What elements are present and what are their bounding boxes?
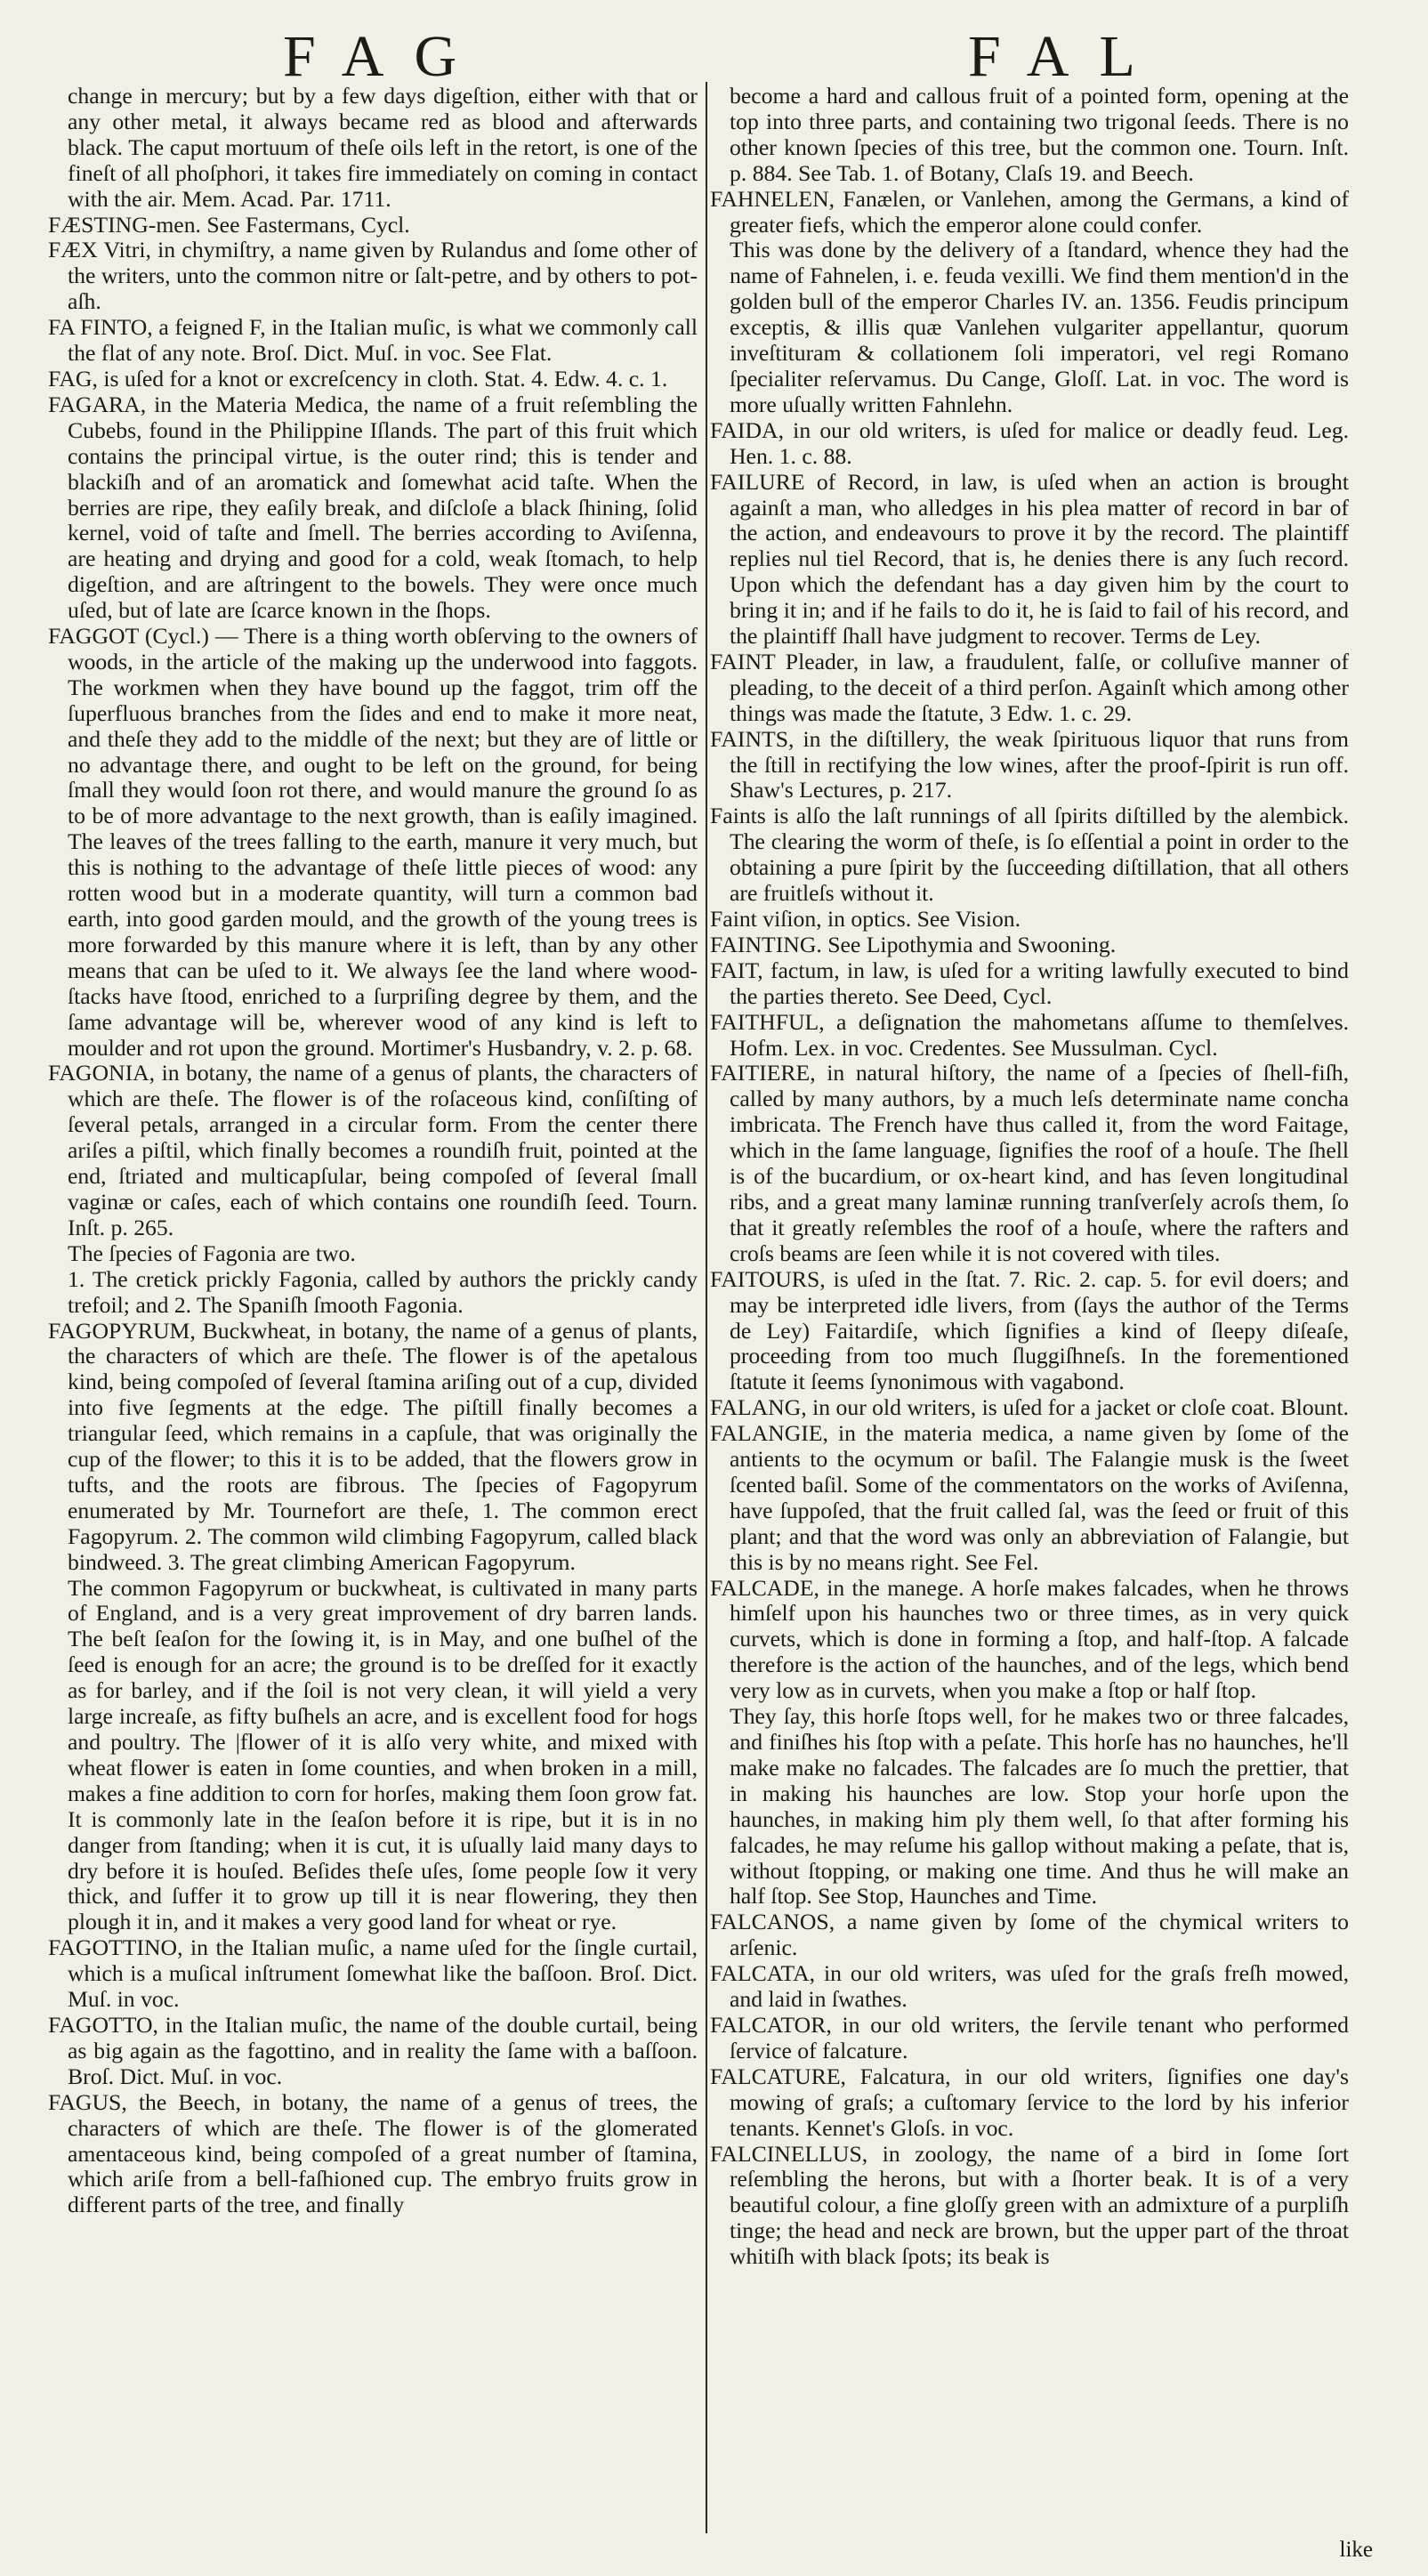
dictionary-entry: FAGARA, in the Materia Medica, the name of a fruit reſembling the Cubebs, found in the Philippine Iſlands. The part of this fruit which contains the principal virtue, is the outer rind; this is tender and blackiſh and of an aromatick and ſomewhat acid taſte. When the berries are ripe, they eaſily break, and diſcloſe a black ſhining, ſolid kernel, void of taſte and ſmell. The berries according to Aviſenna, are heating and drying and good for a cold, weak ſtomach, to help digeſtion, and are aſtringent to the bowels. They were once much uſed, but of late are ſcarce known in the ſhops. <box>48 391 698 624</box>
dictionary-entry: FALCATA, in our old writers, was uſed for the graſs freſh mowed, and laid in ſwathes. <box>710 1960 1349 2013</box>
dictionary-entry: FALANGIE, in the materia medica, a name given by ſome of the antients to the ocymum or baſil. The Falangie musk is the ſweet ſcented baſil. Some of the commentators on the works of Aviſenna, have ſuppoſed, that the fruit called ſal, was the ſeed or fruit of this plant; and that the word was only an abbreviation of Falangie, but this is by no means right. See Fel. <box>710 1420 1349 1575</box>
dictionary-entry: FAGONIA, in botany, the name of a genus of plants, the characters of which are theſe. The flower is of the roſaceous kind, conſiſting of ſeveral petals, arranged in a circular form. From the center there ariſes a piſtil, which finally becomes a roundiſh fruit, pointed at the end, ſtriated and multicapſular, being compoſed of ſeveral ſmall vaginæ or caſes, each of which contains one roundiſh ſeed. Tourn. Inſt. p. 265. <box>48 1060 698 1240</box>
dictionary-entry: FÆX Vitri, in chymiſtry, a name given by Rulandus and ſome other of the writers, unto the common nitre or ſalt-petre, and by others to pot-aſh. <box>48 237 698 315</box>
column-rule <box>706 82 707 2533</box>
dictionary-entry: change in mercury; but by a few days digeſtion, either with that or any other metal, it always became red as blood and afterwards black. The caput mortuum of theſe oils left in the retort, is one of the fineſt of all phoſphori, it takes fire immediately on coming in contact with the air. Mem. Acad. Par. 1711. <box>68 83 698 212</box>
right-column <box>710 84 1349 2270</box>
dictionary-entry: FAGOTTO, in the Italian muſic, the name of the double curtail, being as big again as the fagottino, and in reality the ſame with a baſſoon. Broſ. Dict. Muſ. in voc. <box>48 2011 698 2089</box>
dictionary-entry: FAIT, factum, in law, is uſed for a writing lawfully executed to bind the parties thereto. See Deed, Cycl. <box>710 957 1349 1009</box>
running-head-right: FAL <box>968 24 1166 89</box>
dictionary-entry: FALANG, in our old writers, is uſed for a jacket or cloſe coat. Blount. <box>710 1394 1349 1421</box>
dictionary-entry: FALCATURE, Falcatura, in our old writers, ſignifies one day's mowing of graſs; a cuſtomary ſervice to the lord by his inferior tenants. Kennet's Gloſs. in voc. <box>710 2063 1349 2141</box>
dictionary-entry: The ſpecies of Fagonia are two. <box>68 1240 356 1266</box>
dictionary-entry: FAINT Pleader, in law, a fraudulent, falſe, or colluſive manner of pleading, to the deceit of a third perſon. Againſt which among other things was made the ſtatute, 3 Edw. 1. c. 29. <box>710 648 1349 726</box>
dictionary-entry: FAITOURS, is uſed in the ſtat. 7. Ric. 2. cap. 5. for evil doers; and may be interpreted idle livers, from (ſays the author of the Terms de Ley) Faitardiſe, which ſignifies a kind of ſleepy diſeaſe, proceeding from too much ſluggiſhneſs. In the forementioned ſtatute it ſeems ſynonimous with vagabond. <box>710 1265 1349 1395</box>
left-column <box>48 84 698 2218</box>
dictionary-entry: become a hard and callous fruit of a pointed form, opening at the top into three parts, and containing two trigonal ſeeds. There is no other known ſpecies of this tree, but the common one. Tourn. Inſt. p. 884. See Tab. 1. of Botany, Claſs 19. and Beech. <box>730 83 1349 186</box>
catchword: like <box>1339 2538 1373 2562</box>
dictionary-entry: FAHNELEN, Fanælen, or Vanlehen, among the Germans, a kind of greater fiefs, which the emperor alone could confer. <box>710 185 1349 238</box>
dictionary-entry: FAGOTTINO, in the Italian muſic, a name uſed for the ſingle curtail, which is a muſical inſtrument ſomewhat like the baſſoon. Broſ. Dict. Muſ. in voc. <box>48 1934 698 2013</box>
dictionary-entry: The common Fagopyrum or buckwheat, is cultivated in many parts of England, and is a very great improvement of dry barren lands. The beſt ſeaſon for the ſowing it, is in May, and one buſhel of the ſeed is enough for an acre; the ground is to be dreſſed for it exactly as for barley, and if the ſoil is not very clean, it will yield a very large increaſe, as fifty buſhels an acre, and is excellent food for hogs and poultry. The |flower of it is alſo very white, and mixed with wheat flower is eaten in ſome counties, and when broken in a mill, makes a fine addition to corn for horſes, making them ſoon grow fat. It is commonly late in the ſeaſon before it is ripe, but it is in no danger from ſtanding; when it is cut, it is uſually laid many days to dry before it is houſed. Beſides theſe uſes, ſome people ſow it very thick, and ſuffer it to grow up till it is near flowering, they then plough it in, and it makes a very good land for wheat or rye. <box>68 1574 698 1935</box>
dictionary-entry: FAGUS, the Beech, in botany, the name of a genus of trees, the characters of which are theſe. The flower is of the glomerated amentaceous kind, being compoſed of a great number of ſtamina, which ariſe from a bell-faſhioned cup. The embryo fruits grow in different parts of the tree, and finally <box>48 2088 698 2218</box>
dictionary-entry: FAGGOT (Cycl.) — There is a thing worth obſerving to the owners of woods, in the article of the making up the underwood into faggots. The workmen when they have bound up the faggot, trim off the ſuperfluous branches from the ſides and end to make it more neat, and theſe they add to the middle of the next; but they are of little or no advantage there, and ought to be left on the ground, for being ſmall they would ſoon rot there, and would manure the ground ſo as to be of more advantage to the next growth, than is eaſily imagined. The leaves of the trees falling to the earth, manure it very much, but this is nothing to the advantage of theſe little pieces of wood: any rotten wood but in a moderate quantity, will turn a common bad earth, into good garden mould, and the growth of the young trees is more forwarded by this manure where it is left, than by any other means that can be uſed to it. We always ſee the land where wood-ſtacks have ſtood, enriched to a ſurpriſing degree by them, and the ſame advantage will be, wherever wood of any kind is left to moulder and rot upon the ground. Mortimer's Husbandry, v. 2. p. 68. <box>48 623 698 1061</box>
dictionary-entry: Faints is alſo the laſt runnings of all ſpirits diſtilled by the alembick. The clearing the worm of theſe, is ſo eſſential a point in order to the obtaining a pure ſpirit by the ſucceeding diſtillation, that all others are fruitleſs without it. <box>710 803 1349 907</box>
dictionary-entry: FAITIERE, in natural hiſtory, the name of a ſpecies of ſhell-fiſh, called by many authors, by a much leſs determinate name concha imbricata. The French have thus called it, from the word Faitage, which in the ſame language, ſignifies the roof of a houſe. The ſhell is of the bucardium, or ox-heart kind, and has ſeven longitudinal ribs, and a great many laminæ running tranſverſely acroſs them, ſo that it greatly reſembles the roof of a houſe, where the rafters and croſs beams are ſeen while it is not covered with tiles. <box>710 1060 1349 1266</box>
dictionary-entry: FALCATOR, in our old writers, the ſervile tenant who performed ſervice of falcature. <box>710 2011 1349 2063</box>
running-head-left: FAG <box>283 24 488 89</box>
dictionary-entry: 1. The cretick prickly Fagonia, called by authors the prickly candy trefoil; and 2. The Spaniſh ſmooth Fagonia. <box>68 1265 698 1318</box>
dictionary-entry: FÆSTING-men. See Fastermans, Cycl. <box>48 211 410 238</box>
dictionary-entry: FAILURE of Record, in law, is uſed when an action is brought againſt a man, who alledges in his plea matter of record in bar of the action, and endeavours to prove it by the record. The plaintiff replies nul tiel Record, that is, he denies there is any ſuch record. Upon which the defendant has a day given him by the court to bring it in; and if he fails to do it, he is ſaid to fail of his record, and the plaintiff ſhall have judgment to recover. Terms de Ley. <box>710 468 1349 650</box>
dictionary-entry: FALCADE, in the manege. A horſe makes falcades, when he throws himſelf upon his haunches two or three times, as in very quick curvets, which is done in forming a ſtop, and half-ſtop. A falcade therefore is the action of the haunches, and of the legs, which bend very low as in curvets, when you make a ſtop or half ſtop. <box>710 1574 1349 1704</box>
dictionary-entry: FAINTING. See Lipothymia and Swooning. <box>710 931 1117 957</box>
dictionary-entry: Faint viſion, in optics. See Vision. <box>710 906 1021 932</box>
dictionary-entry: FAINTS, in the diſtillery, the weak ſpirituous liquor that runs from the ſtill in rectifying the low wines, after the proof-ſpirit is run off. Shaw's Lectures, p. 217. <box>710 725 1349 803</box>
dictionary-entry: This was done by the delivery of a ſtandard, whence they had the name of Fahnelen, i. e. feuda vexilli. We find them mention'd in the golden bull of the emperor Charles IV. an. 1356. Feudis principum exceptis, & illis quæ Vanlehen vulgariter appellantur, quorum inveſtituram & collationem ſoli imperatori, vel regi Romano ſpecialiter reſervamus. Du Cange, Gloſſ. Lat. in voc. The word is more uſually written Fahnlehn. <box>730 237 1349 417</box>
dictionary-entry: FAG, is uſed for a knot or excreſcency in cloth. Stat. 4. Edw. 4. c. 1. <box>48 365 668 392</box>
dictionary-entry: FAITHFUL, a deſignation the mahometans aſſume to themſelves. Hofm. Lex. in voc. Credentes. See Mussulman. Cycl. <box>710 1008 1349 1061</box>
dictionary-entry: FALCINELLUS, in zoology, the name of a bird in ſome ſort reſembling the herons, but with a ſhorter beak. It is of a very beautiful colour, a fine gloſſy green with an admixture of a purpliſh tinge; the head and neck are brown, but the upper part of the throat whitiſh with black ſpots; its beak is <box>710 2140 1349 2270</box>
dictionary-entry: They ſay, this horſe ſtops well, for he makes two or three falcades, and finiſhes his ſtop with a peſate. This horſe has no haunches, he'll make make no falcades. The falcades are ſo much the prettier, that in making his haunches are low. Stop your horſe upon the haunches, in making him ply them well, ſo that after forming his falcades, he may reſume his gallop without making a peſate, that is, without ſtopping, or making one time. And thus he will make an half ſtop. See Stop, Haunches and Time. <box>730 1703 1349 1910</box>
dictionary-entry: FAGOPYRUM, Buckwheat, in botany, the name of a genus of plants, the characters of which are theſe. The flower is of the apetalous kind, being compoſed of ſeveral ſtamina ariſing out of a cup, divided into five ſegments at the edge. The piſtill finally becomes a triangular ſeed, which remains in a capſule, that was originally the cup of the flower; to this it is to be added, that the flowers grow in tufts, and the roots are fibrous. The ſpecies of Fagopyrum enumerated by Mr. Tournefort are theſe, 1. The common erect Fagopyrum. 2. The common wild climbing Fagopyrum, called black bindweed. 3. The great climbing American Fagopyrum. <box>48 1317 698 1575</box>
dictionary-entry: FAIDA, in our old writers, is uſed for malice or deadly feud. Leg. Hen. 1. c. 88. <box>710 416 1349 469</box>
dictionary-entry: FA FINTO, a feigned F, in the Italian muſic, is what we commonly call the flat of any note. Broſ. Dict. Muſ. in voc. See Flat. <box>48 314 698 367</box>
dictionary-entry: FALCANOS, a name given by ſome of the chymical writers to arſenic. <box>710 1909 1349 1961</box>
